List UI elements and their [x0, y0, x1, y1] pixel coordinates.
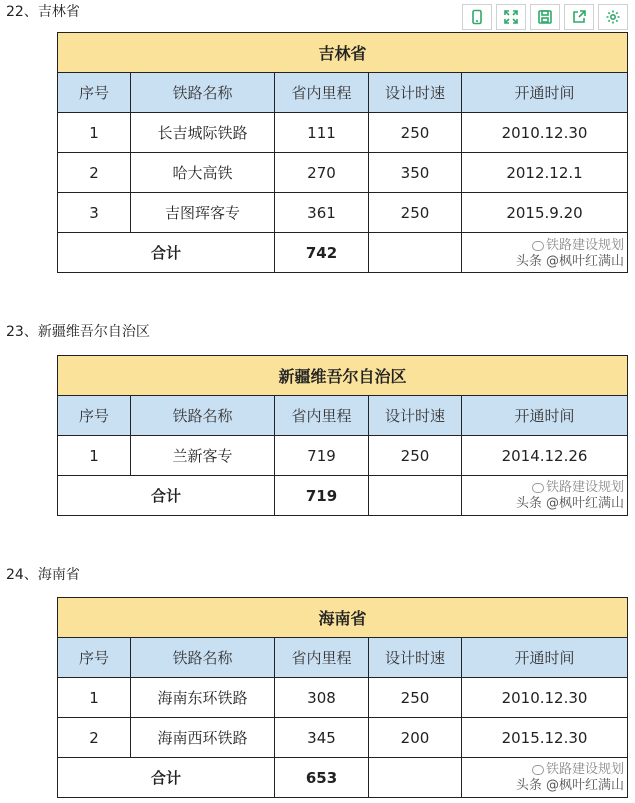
- column-header: 设计时速: [369, 396, 462, 436]
- column-header: 设计时速: [369, 638, 462, 678]
- table-cell: 海南西环铁路: [131, 718, 275, 758]
- section-heading: 22、吉林省: [6, 4, 80, 20]
- watermark-cell: [462, 476, 628, 516]
- column-header: 铁路名称: [131, 638, 275, 678]
- table-cell: 270: [275, 153, 369, 193]
- section-heading: 23、新疆维吾尔自治区: [6, 324, 150, 340]
- table-cell: 哈大高铁: [131, 153, 275, 193]
- total-value: 719: [275, 476, 369, 516]
- table-cell: 250: [369, 436, 462, 476]
- table-cell: 吉图珲客专: [131, 193, 275, 233]
- fullscreen-button[interactable]: [496, 4, 526, 30]
- settings-icon: [605, 9, 621, 25]
- table-cell: 250: [369, 678, 462, 718]
- empty-cell: [369, 758, 462, 798]
- table-cell: 308: [275, 678, 369, 718]
- table-row: [58, 436, 628, 476]
- table-cell: 719: [275, 436, 369, 476]
- column-header: 序号: [58, 638, 131, 678]
- save-button[interactable]: [530, 4, 560, 30]
- table-cell: 2010.12.30: [462, 113, 628, 153]
- table-cell: 1: [58, 678, 131, 718]
- table-title: 吉林省: [58, 33, 628, 73]
- watermark-top: 铁路建设规划: [545, 480, 624, 495]
- column-header: 省内里程: [275, 396, 369, 436]
- share-button[interactable]: [564, 4, 594, 30]
- total-label: 合计: [58, 758, 275, 798]
- watermark-top: 铁路建设规划: [545, 762, 624, 777]
- total-label: 合计: [58, 476, 275, 516]
- table-cell: 1: [58, 436, 131, 476]
- table-row: [58, 718, 628, 758]
- table-title: 海南省: [58, 598, 628, 638]
- watermark-bottom: 头条 @枫叶红满山: [515, 496, 624, 511]
- column-header: 铁路名称: [131, 396, 275, 436]
- watermark-bottom: 头条 @枫叶红满山: [515, 254, 624, 269]
- table-cell: 200: [369, 718, 462, 758]
- section-heading: 24、海南省: [6, 567, 80, 583]
- empty-cell: [369, 233, 462, 273]
- phone-view-button[interactable]: [462, 4, 492, 30]
- table-cell: 2: [58, 718, 131, 758]
- total-value: 742: [275, 233, 369, 273]
- column-header: 省内里程: [275, 73, 369, 113]
- railway-table: [57, 355, 628, 516]
- column-header: 开通时间: [462, 73, 628, 113]
- railway-table: [57, 32, 628, 273]
- table-cell: 250: [369, 193, 462, 233]
- total-row: [58, 476, 628, 516]
- table-row: [58, 113, 628, 153]
- table-cell: 1: [58, 113, 131, 153]
- table-cell: 2010.12.30: [462, 678, 628, 718]
- table-cell: 250: [369, 113, 462, 153]
- column-header: 开通时间: [462, 638, 628, 678]
- watermark-bottom: 头条 @枫叶红满山: [515, 778, 624, 793]
- table-cell: 345: [275, 718, 369, 758]
- column-header: 铁路名称: [131, 73, 275, 113]
- table-row: [58, 678, 628, 718]
- table-title: 新疆维吾尔自治区: [58, 356, 628, 396]
- table-cell: 2015.12.30: [462, 718, 628, 758]
- column-header: 序号: [58, 73, 131, 113]
- column-header: 设计时速: [369, 73, 462, 113]
- total-row: [58, 758, 628, 798]
- table-cell: 2: [58, 153, 131, 193]
- save-icon: [537, 9, 553, 25]
- table-cell: 350: [369, 153, 462, 193]
- column-header: 省内里程: [275, 638, 369, 678]
- table-cell: 兰新客专: [131, 436, 275, 476]
- settings-button[interactable]: [598, 4, 628, 30]
- table-cell: 3: [58, 193, 131, 233]
- column-header: 序号: [58, 396, 131, 436]
- empty-cell: [369, 476, 462, 516]
- table-cell: 长吉城际铁路: [131, 113, 275, 153]
- table-cell: 2014.12.26: [462, 436, 628, 476]
- table-cell: 361: [275, 193, 369, 233]
- watermark-top: 铁路建设规划: [545, 238, 624, 253]
- table-cell: 海南东环铁路: [131, 678, 275, 718]
- table-row: [58, 193, 628, 233]
- total-value: 653: [275, 758, 369, 798]
- total-label: 合计: [58, 233, 275, 273]
- phone-icon: [469, 9, 485, 25]
- table-cell: 2015.9.20: [462, 193, 628, 233]
- share-icon: [571, 9, 587, 25]
- table-cell: 111: [275, 113, 369, 153]
- watermark-cell: [462, 758, 628, 798]
- fullscreen-icon: [503, 9, 519, 25]
- table-cell: 2012.12.1: [462, 153, 628, 193]
- table-row: [58, 153, 628, 193]
- column-header: 开通时间: [462, 396, 628, 436]
- railway-table: [57, 597, 628, 798]
- watermark-cell: [462, 233, 628, 273]
- total-row: [58, 233, 628, 273]
- toolbar: [462, 4, 628, 30]
